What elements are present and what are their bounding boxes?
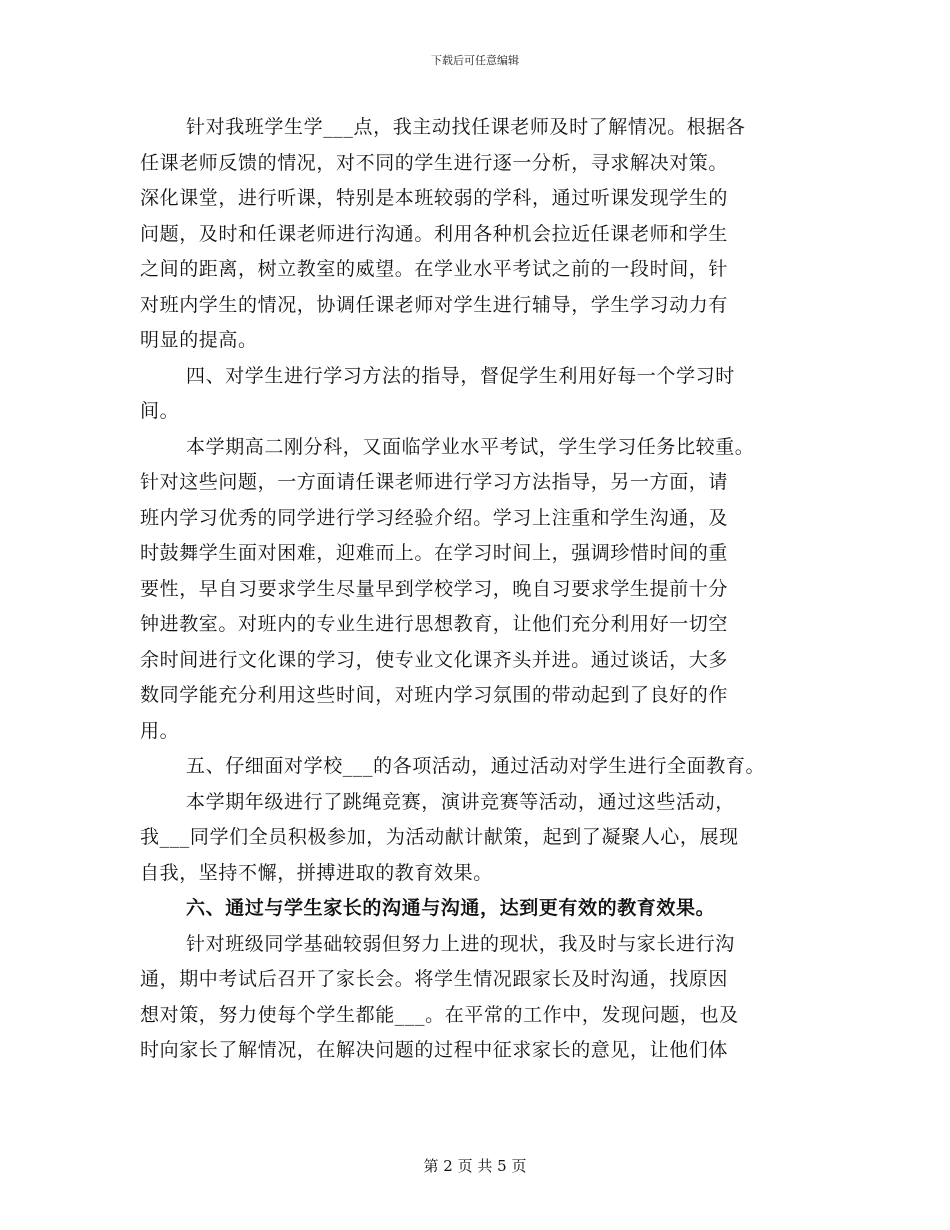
paragraph-line: 我___同学们全员积极参加，为活动献计献策，起到了凝聚人心，展现	[140, 826, 739, 848]
paragraph-line: 之间的距离，树立教室的威望。在学业水平考试之前的一段时间，针	[140, 258, 729, 280]
page-number-footer: 第 2 页 共 5 页	[423, 1157, 527, 1175]
paragraph-line: 用。	[140, 719, 180, 742]
paragraph-line: 五、仔细面对学校___的各项活动，通过活动对学生进行全面教育。	[186, 755, 766, 777]
paragraph-line: 问题，及时和任课老师进行沟通。利用各种机会拉近任课老师和学生	[140, 222, 729, 245]
paragraph-line: 自我，坚持不懈，拼搏进取的教育效果。	[140, 861, 493, 884]
paragraph-line: 余时间进行文化课的学习，使专业文化课齐头并进。通过谈话，大多	[140, 648, 729, 671]
paragraph-line: 针对我班学生学___点，我主动找任课老师及时了解情况。根据各	[186, 116, 746, 138]
paragraph-line: 通，期中考试后召开了家长会。将学生情况跟家长及时沟通，找原因	[140, 968, 729, 990]
paragraph-line: 间。	[140, 400, 180, 422]
paragraph-line: 四、对学生进行学习方法的指导，督促学生利用好每一个学习时	[186, 364, 735, 387]
paragraph-line: 时鼓舞学生面对困难，迎难而上。在学习时间上，强调珍惜时间的重	[140, 542, 729, 564]
paragraph-line: 数同学能充分利用这些时间，对班内学习氛围的带动起到了良好的作	[140, 684, 729, 706]
paragraph-line: 本学期高二刚分科，又面临学业水平考试，学生学习任务比较重。	[186, 435, 755, 458]
paragraph-line: 明显的提高。	[140, 329, 258, 351]
page-header: 下载后可任意编辑	[431, 54, 519, 67]
paragraph-line: 要性，早自习要求学生尽量早到学校学习，晚自习要求学生提前十分	[140, 577, 729, 600]
document-body	[140, 110, 830, 1069]
paragraph-line: 本学期年级进行了跳绳竞赛，演讲竞赛等活动，通过这些活动，	[186, 790, 735, 813]
paragraph-line: 深化课堂，进行听课，特别是本班较弱的学科，通过听课发现学生的	[140, 187, 729, 209]
paragraph-line: 钟进教室。对班内的专业生进行思想教育，让他们充分利用好一切空	[140, 613, 729, 635]
paragraph-line: 对班内学生的情况，协调任课老师对学生进行辅导，学生学习动力有	[140, 293, 729, 316]
paragraph-line: 时向家长了解情况，在解决问题的过程中征求家长的意见，让他们体	[140, 1039, 729, 1061]
paragraph-line: 任课老师反馈的情况，对不同的学生进行逐一分析，寻求解决对策。	[140, 151, 729, 174]
paragraph-line: 针对这些问题，一方面请任课老师进行学习方法指导，另一方面，请	[140, 471, 729, 493]
paragraph-line: 想对策，努力使每个学生都能___。在平常的工作中，发现问题，也及	[140, 1003, 739, 1026]
paragraph-line: 针对班级同学基础较弱但努力上进的现状，我及时与家长进行沟	[186, 932, 735, 955]
section-heading-line: 六、通过与学生家长的沟通与沟通，达到更有效的教育效果。	[186, 897, 716, 919]
paragraph-line: 班内学习优秀的同学进行学习经验介绍。学习上注重和学生沟通，及	[140, 506, 729, 529]
